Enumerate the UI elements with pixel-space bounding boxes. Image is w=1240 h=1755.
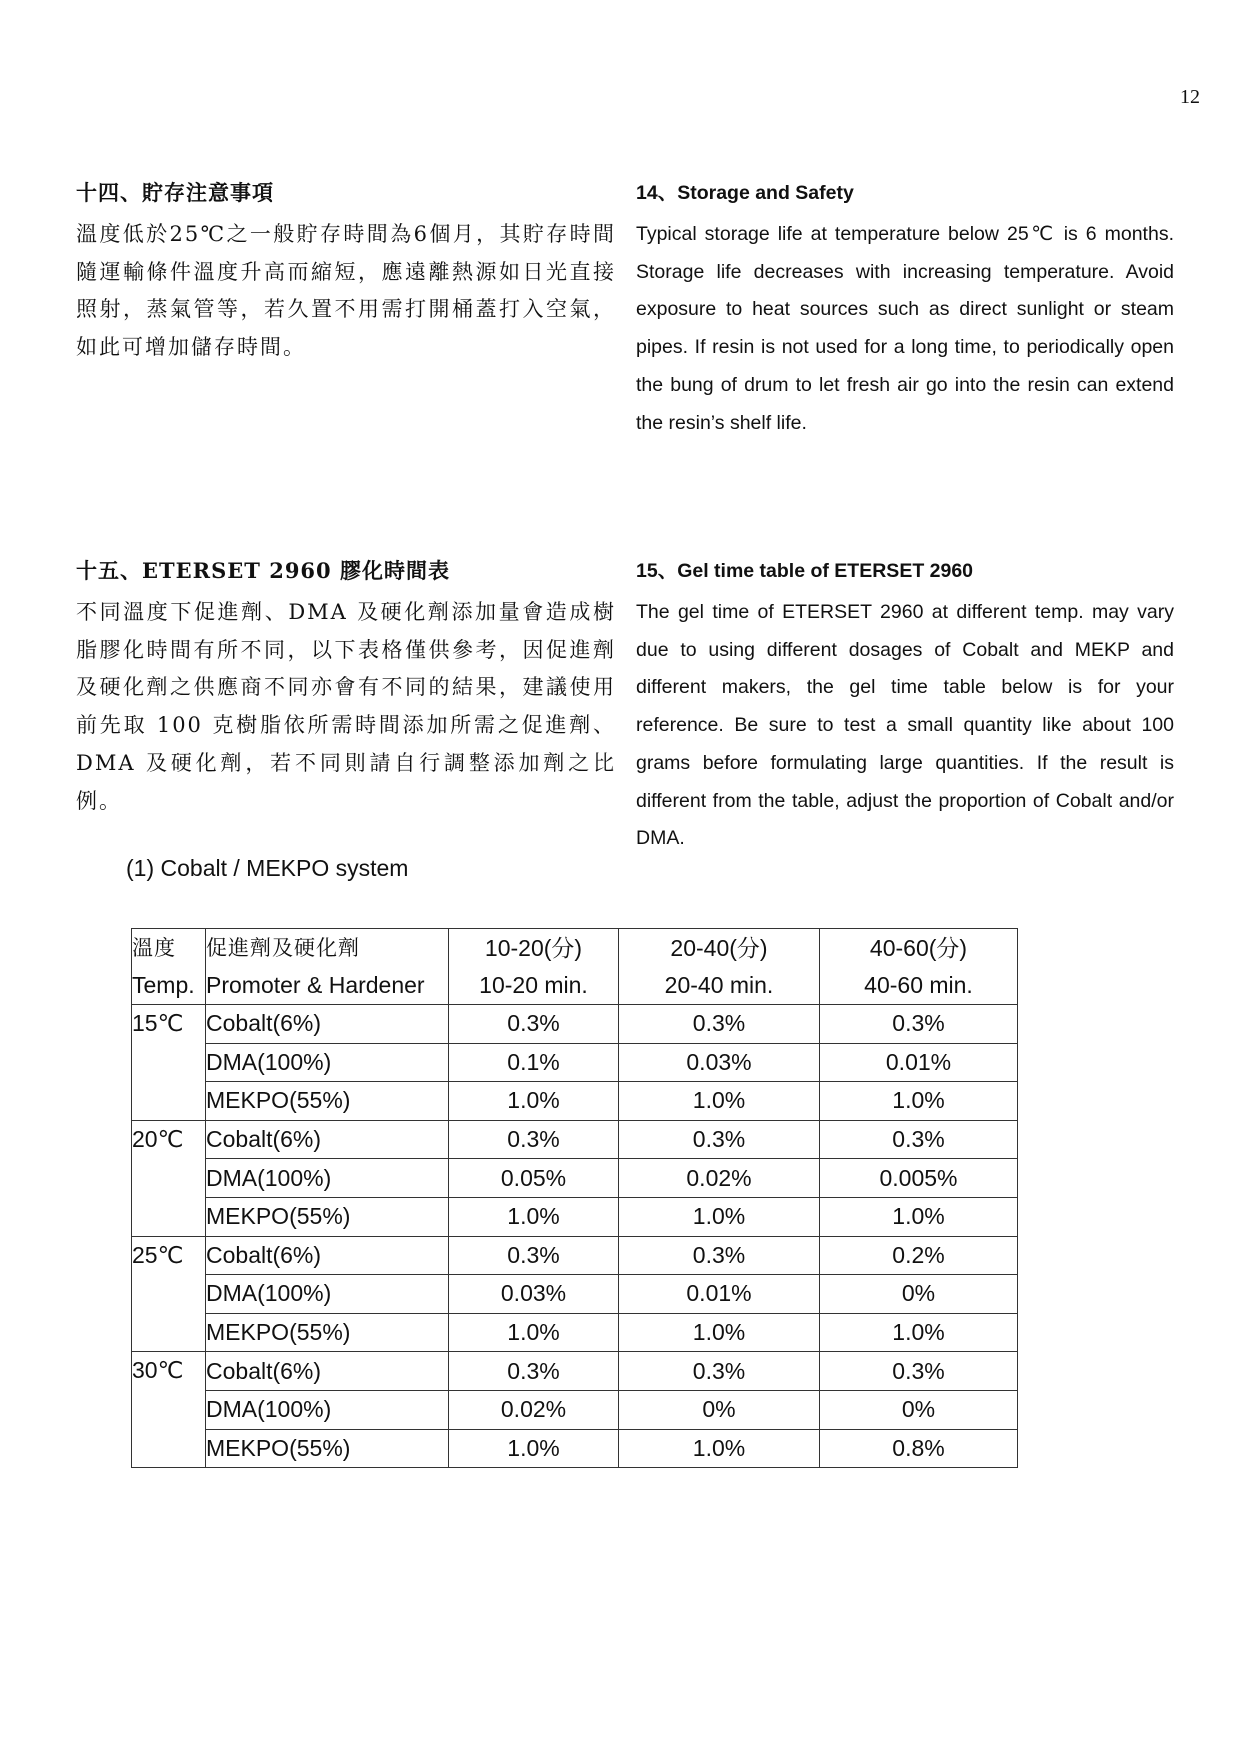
value-cell: 0.2% <box>820 1236 1018 1275</box>
value-cell: 1.0% <box>449 1082 619 1121</box>
header-col-20-40-zh: 20-40(分) <box>670 934 768 961</box>
chem-cell: Cobalt(6%) <box>206 1120 449 1159</box>
header-col-10-20-en: 10-20 min. <box>479 971 588 998</box>
value-cell: 0.8% <box>820 1429 1018 1468</box>
temp-cell: 30℃ <box>132 1352 206 1468</box>
value-cell: 0.02% <box>619 1159 820 1198</box>
value-cell: 0.02% <box>449 1390 619 1429</box>
table-row <box>132 1390 1018 1429</box>
chem-cell: MEKPO(55%) <box>206 1197 449 1236</box>
value-cell: 0.03% <box>619 1043 820 1082</box>
header-chem-en: Promoter & Hardener <box>206 971 425 998</box>
header-col-20-40 <box>619 929 820 1005</box>
table-row <box>132 1197 1018 1236</box>
header-chem <box>206 929 449 1005</box>
chem-cell: Cobalt(6%) <box>206 1005 449 1044</box>
chem-cell: DMA(100%) <box>206 1043 449 1082</box>
value-cell: 0.3% <box>449 1005 619 1044</box>
table-row <box>132 1159 1018 1198</box>
chem-cell: MEKPO(55%) <box>206 1082 449 1121</box>
value-cell: 0.3% <box>820 1120 1018 1159</box>
value-cell: 0.1% <box>449 1043 619 1082</box>
chem-cell: DMA(100%) <box>206 1159 449 1198</box>
header-col-20-40-en: 20-40 min. <box>664 971 774 998</box>
value-cell: 1.0% <box>820 1313 1018 1352</box>
value-cell: 0.005% <box>820 1159 1018 1198</box>
value-cell: 0% <box>820 1390 1018 1429</box>
header-col-40-60-en: 40-60 min. <box>864 971 973 998</box>
section-15-chinese <box>76 556 616 820</box>
table-title: (1) Cobalt / MEKPO system <box>126 855 409 881</box>
header-temp-en: Temp. <box>132 971 195 998</box>
table-row <box>132 1429 1018 1468</box>
value-cell: 0.3% <box>449 1120 619 1159</box>
section-14-zh-title: 十四、貯存注意事項 <box>76 180 274 205</box>
chem-cell: Cobalt(6%) <box>206 1352 449 1391</box>
table-row <box>132 1236 1018 1275</box>
value-cell: 0.03% <box>449 1275 619 1314</box>
header-col-40-60 <box>820 929 1018 1005</box>
value-cell: 0.3% <box>449 1236 619 1275</box>
chem-cell: MEKPO(55%) <box>206 1429 449 1468</box>
value-cell: 0% <box>820 1275 1018 1314</box>
section-15-en-title: 15、Gel time table of ETERSET 2960 <box>636 560 974 582</box>
table-row <box>132 1120 1018 1159</box>
value-cell: 0.3% <box>619 1120 820 1159</box>
chem-cell: DMA(100%) <box>206 1275 449 1314</box>
value-cell: 0.3% <box>820 1005 1018 1044</box>
section-15-english <box>636 556 1174 858</box>
value-cell: 0.01% <box>619 1275 820 1314</box>
value-cell: 1.0% <box>619 1197 820 1236</box>
header-temp-zh: 溫度 <box>132 935 176 960</box>
chem-cell: MEKPO(55%) <box>206 1313 449 1352</box>
section-14-zh-text: 溫度低於25℃之一般貯存時間為6個月，其貯存時間隨運輸條件溫度升高而縮短，應遠離熱源如日光直接照射，蒸氣管等，若久置不用需打開桶蓋打入空氣，如此可增加儲存時間。 <box>76 222 616 360</box>
value-cell: 0.3% <box>820 1352 1018 1391</box>
section-14-english <box>636 178 1174 442</box>
section-14-chinese <box>76 178 616 367</box>
value-cell: 1.0% <box>449 1197 619 1236</box>
header-chem-zh: 促進劑及硬化劑 <box>206 935 360 960</box>
value-cell: 1.0% <box>619 1313 820 1352</box>
table-row <box>132 1082 1018 1121</box>
header-col-10-20-zh: 10-20(分) <box>484 934 583 961</box>
header-col-40-60-zh: 40-60(分) <box>869 934 968 961</box>
section-14-en-title: 14、Storage and Safety <box>636 182 854 204</box>
value-cell: 1.0% <box>820 1197 1018 1236</box>
table-row <box>132 1352 1018 1391</box>
gel-time-table <box>131 928 1018 1468</box>
table-row <box>132 1313 1018 1352</box>
value-cell: 0.3% <box>619 1005 820 1044</box>
section-15-zh-title: 十五、ETERSET 2960 膠化時間表 <box>76 558 450 583</box>
value-cell: 1.0% <box>449 1313 619 1352</box>
temp-cell: 20℃ <box>132 1120 206 1236</box>
table-row <box>132 1043 1018 1082</box>
value-cell: 0.05% <box>449 1159 619 1198</box>
chem-cell: Cobalt(6%) <box>206 1236 449 1275</box>
value-cell: 1.0% <box>619 1429 820 1468</box>
section-15-zh-text: 不同溫度下促進劑、DMA 及硬化劑添加量會造成樹脂膠化時間有所不同，以下表格僅供參考，因促進劑及硬化劑之供應商不同亦會有不同的結果，建議使用前先取 100 克樹脂依所需時間添加所需之促進劑、DMA 及硬化劑，若不同則請自行調整添加劑之比例。 <box>76 600 616 813</box>
table-row <box>132 1005 1018 1044</box>
header-temp <box>132 929 206 1005</box>
temp-cell: 15℃ <box>132 1005 206 1121</box>
value-cell: 0.3% <box>619 1352 820 1391</box>
value-cell: 0.3% <box>449 1352 619 1391</box>
value-cell: 1.0% <box>820 1082 1018 1121</box>
value-cell: 1.0% <box>619 1082 820 1121</box>
chem-cell: DMA(100%) <box>206 1390 449 1429</box>
temp-cell: 25℃ <box>132 1236 206 1352</box>
value-cell: 1.0% <box>449 1429 619 1468</box>
value-cell: 0.3% <box>619 1236 820 1275</box>
value-cell: 0.01% <box>820 1043 1018 1082</box>
header-col-10-20 <box>449 929 619 1005</box>
section-14-en-text: Typical storage life at temperature below 25℃ is 6 months. Storage life decreases with increasing temperature. Avoid exposure to heat sources such as direct sunlight or steam pipes. If resin is not used for a long time, to periodically open the bung of drum to let fresh air go into the resin can extend the resin’s shelf life. <box>636 223 1174 434</box>
table-row <box>132 1275 1018 1314</box>
page-number: 12 <box>1180 86 1200 108</box>
section-15-en-text: The gel time of ETERSET 2960 at different temp. may vary due to using different dosages of Cobalt and MEKP and different makers, the gel time table below is for your reference. Be sure to test a small quantity like about 100 grams before formulating large quantities. If the result is different from the table, adjust the proportion of Cobalt and/or DMA. <box>636 601 1174 850</box>
value-cell: 0% <box>619 1390 820 1429</box>
